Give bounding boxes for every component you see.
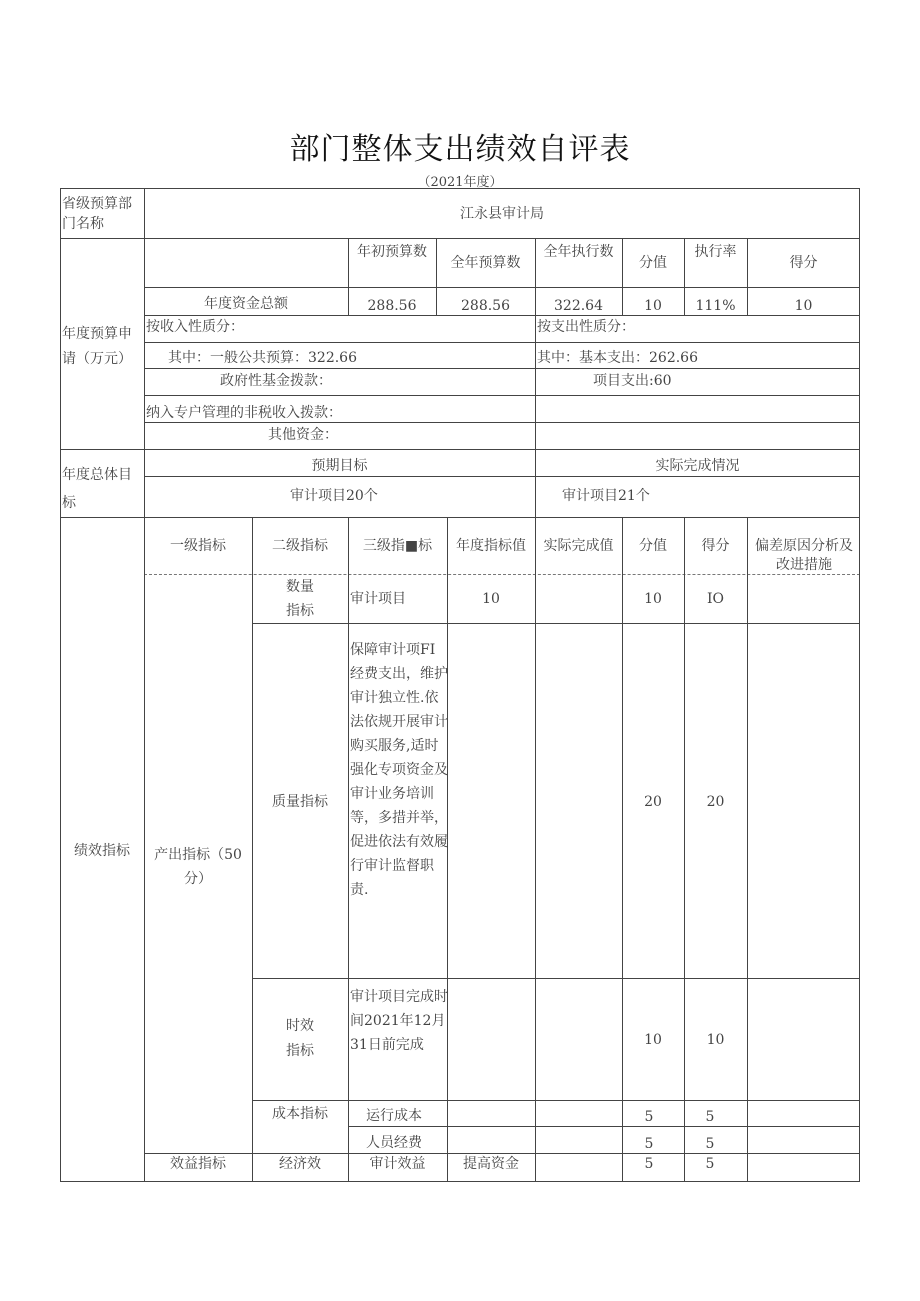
actual-result-value: 审计项目21个 [562,488,650,504]
quality-weight: 20 [644,794,662,810]
annual-goal-label: 年度总体目标 [62,467,132,511]
time-level3: 审计项目完成时间2021年12月31日前完成 [350,989,448,1053]
perf-header-target: 年度指标值 [456,538,526,554]
header-score: 得分 [789,255,818,271]
perf-header-level1: 一级指标 [170,538,226,554]
other-funds-line: 其他资金： [268,427,338,443]
audit-benefit-label: 审计效益 [369,1156,426,1172]
total-weight-value: 10 [644,298,662,314]
header-weight: 分值 [639,255,667,271]
total-exec-rate-value: 111% [695,298,736,314]
perf-header-score: 得分 [701,538,730,554]
cost-indicator-label: 成本指标 [272,1106,328,1122]
output-indicator-label: 产出指标（50分） [154,847,242,887]
perf-header-deviation: 偏差原因分析及改进措施 [755,538,853,573]
dept-name: 江永县审计局 [460,206,544,222]
quantity-level3: 审计项目 [350,591,406,607]
quantity-weight: 10 [644,591,662,607]
benefit-weight: 5 [644,1156,654,1172]
time-weight: 10 [644,1032,662,1048]
perf-header-level2: 二级指标 [272,538,328,554]
expected-goal-value: 审计项目20个 [290,488,378,504]
benefit-score: 5 [705,1156,715,1172]
quality-indicator-label: 质量指标 [272,794,328,810]
basic-expense-line: 其中：基本支出：262.66 [537,350,698,366]
perf-header-level3: 三级指■标 [362,538,433,554]
total-executed-value: 322.64 [554,298,603,314]
cost-operating-weight: 5 [644,1109,654,1125]
time-indicator-label: 时效指标 [286,1018,314,1059]
benefit-indicator-label: 效益指标 [170,1156,226,1172]
perf-section-label: 绩效指标 [74,843,130,859]
cost-personnel-score: 5 [705,1136,715,1152]
total-initial-value: 288.56 [367,298,417,314]
header-initial-budget: 年初预算数 [357,244,427,260]
dept-label: 省级预算部门名称 [62,196,132,232]
project-expense-line: 项目支出:60 [593,373,672,389]
total-score-value: 10 [794,298,813,314]
government-fund-line: 政府性基金拨款： [220,373,332,389]
income-nature-label: 按收入性质分： [146,319,244,335]
quantity-indicator-label: 数量指标 [286,579,314,619]
year-subtitle: （2021年度） [417,175,503,190]
cost-personnel-weight: 5 [644,1136,654,1152]
total-funds-label: 年度资金总额 [204,296,288,312]
header-executed: 全年执行数 [543,244,614,260]
page-title: 部门整体支出绩效自评表 [289,132,631,167]
cost-operating-label: 运行成本 [366,1108,422,1124]
quality-level3: 保障审计项FI经费支出，维护审计独立性.依法依规开展审计购买服务,适时强化专项资金及审计业务培训等，多措并举，促进依法有效履行审计监督职责. [350,642,448,898]
expense-nature-label: 按支出性质分： [537,319,635,335]
budget-section-label: 年度预算申请（万元） [62,326,132,367]
actual-result-header: 实际完成情况 [655,458,740,474]
general-budget-line: 其中：一般公共预算：322.66 [168,350,357,366]
expected-goal-header: 预期目标 [311,458,368,474]
time-score: 10 [706,1032,725,1048]
cost-personnel-label: 人员经费 [366,1135,422,1151]
cost-operating-score: 5 [705,1109,715,1125]
total-annual-value: 288.56 [461,298,510,314]
quantity-target: 10 [482,591,500,607]
quantity-score: IO [706,591,724,607]
economic-benefit-label: 经济效 [279,1156,321,1172]
quality-score: 20 [706,794,725,810]
nontax-income-line: 纳入专户管理的非税收入拨款： [146,405,342,421]
perf-header-actual: 实际完成值 [543,538,614,554]
benefit-target: 提高资金 [463,1156,519,1172]
perf-header-weight: 分值 [639,538,667,554]
header-exec-rate: 执行率 [694,244,737,260]
header-annual-budget: 全年预算数 [450,255,521,271]
